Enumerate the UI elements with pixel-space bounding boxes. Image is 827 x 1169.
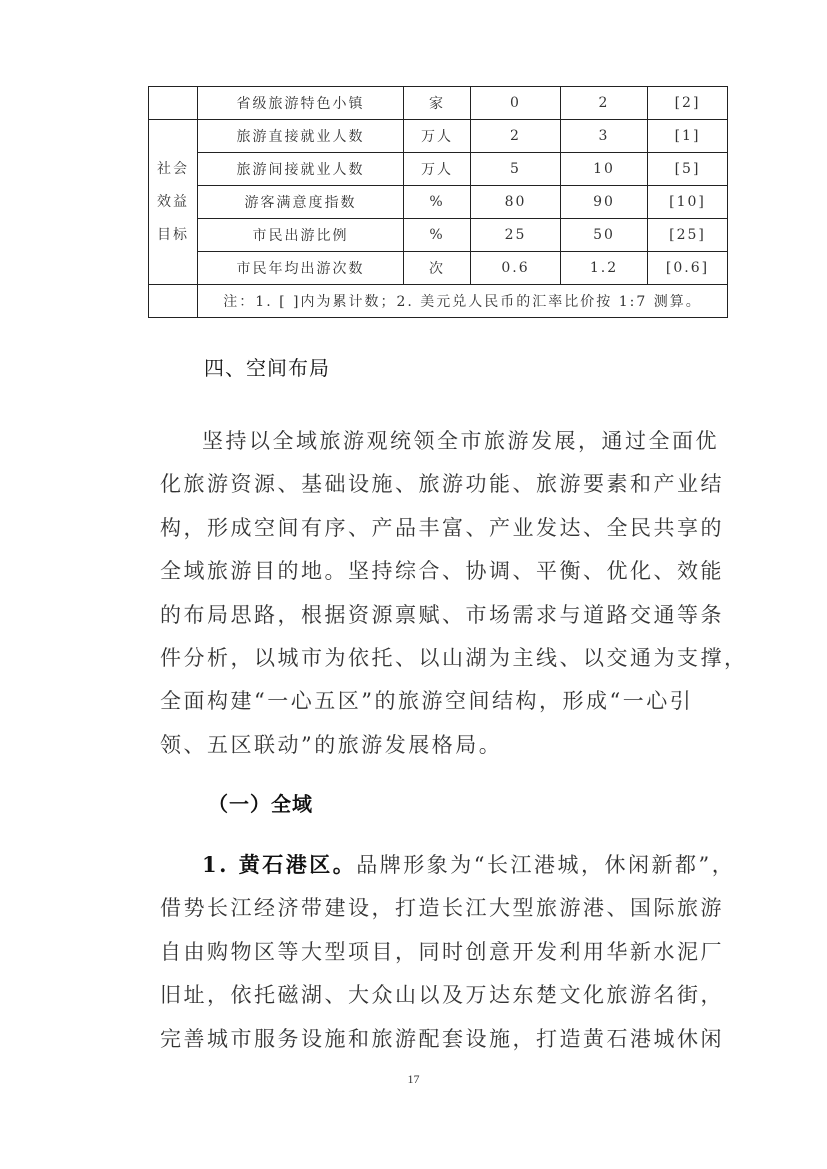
table-row — [149, 186, 728, 219]
paragraph-spatial-layout — [160, 420, 748, 767]
table-cell-increment: [25] — [648, 219, 728, 252]
table-cell-target-value: 2 — [561, 87, 648, 120]
category-line: 社会 — [157, 160, 189, 177]
table-cell-base-value: 80 — [471, 186, 561, 219]
table-cell-base-value: 0.6 — [471, 252, 561, 285]
table-cell-base-value: 25 — [471, 219, 561, 252]
paragraph-line: 坚持以全域旅游观统领全市旅游发展，通过全面优 — [202, 429, 719, 453]
table-cell-target-value: 10 — [561, 153, 648, 186]
paragraph-line: 的布局思路，根据资源禀赋、市场需求与道路交通等条 — [160, 602, 724, 627]
table-cell-unit: 万人 — [404, 153, 471, 186]
paragraph-line: 化旅游资源、基础设施、旅游功能、旅游要素和产业结 — [160, 472, 724, 497]
table-cell-category — [149, 87, 198, 120]
table-cell-indicator: 游客满意度指数 — [198, 186, 404, 219]
table-cell-increment: [10] — [648, 186, 728, 219]
table-cell-indicator: 旅游间接就业人数 — [198, 153, 404, 186]
table-row — [149, 120, 728, 153]
table-cell-indicator: 市民出游比例 — [198, 219, 404, 252]
paragraph-line: 件分析，以城市为依托、以山湖为主线、以交通为支撑， — [160, 646, 748, 671]
paragraph-line: 全面构建“一心五区”的旅游空间结构，形成“一心引 — [160, 689, 694, 714]
table-cell-target-value: 90 — [561, 186, 648, 219]
paragraph-line: 借势长江经济带建设，打造长江大型旅游港、国际旅游 — [160, 896, 724, 921]
table-cell-unit: 万人 — [404, 120, 471, 153]
section-heading: 四、空间布局 — [204, 356, 330, 380]
paragraph-huangshigang — [160, 843, 736, 1061]
table-row — [149, 219, 728, 252]
category-line: 效益 — [157, 193, 189, 210]
goals-table — [148, 86, 728, 318]
table-cell-increment: [0.6] — [648, 252, 728, 285]
table-cell-unit: % — [404, 186, 471, 219]
category-line: 目标 — [157, 226, 189, 243]
table-cell-indicator: 旅游直接就业人数 — [198, 120, 404, 153]
paragraph-line: 领、五区联动”的旅游发展格局。 — [160, 732, 503, 757]
table-cell-empty — [149, 285, 198, 318]
table-cell-indicator: 省级旅游特色小镇 — [198, 87, 404, 120]
table-cell-base-value: 0 — [471, 87, 561, 120]
paragraph-line — [160, 843, 736, 887]
table-note: 注：1. [ ]内为累计数；2. 美元兑人民币的汇率比价按 1:7 测算。 — [198, 285, 728, 318]
table-row — [149, 252, 728, 285]
paragraph-line: 构，形成空间有序、产品丰富、产业发达、全民共享的 — [160, 515, 724, 540]
paragraph-lead: 1. 黄石港区。 — [202, 852, 357, 877]
table-row — [149, 153, 728, 186]
table-cell-base-value: 2 — [471, 120, 561, 153]
paragraph-line: 全域旅游目的地。坚持综合、协调、平衡、优化、效能 — [160, 559, 724, 584]
paragraph-line: 自由购物区等大型项目，同时创意开发利用华新水泥厂 — [160, 939, 724, 964]
table-cell-unit: 家 — [404, 87, 471, 120]
paragraph-line: 完善城市服务设施和旅游配套设施，打造黄石港城休闲 — [160, 1026, 724, 1051]
table-cell-increment: [1] — [648, 120, 728, 153]
paragraph-line: 旧址，依托磁湖、大众山以及万达东楚文化旅游名街， — [160, 983, 724, 1008]
table-cell-indicator: 市民年均出游次数 — [198, 252, 404, 285]
table-cell-target-value: 3 — [561, 120, 648, 153]
table-cell-unit: 次 — [404, 252, 471, 285]
table-row — [149, 87, 728, 120]
table-cell-base-value: 5 — [471, 153, 561, 186]
table-cell-unit: % — [404, 219, 471, 252]
table-cell-increment: [5] — [648, 153, 728, 186]
table-cell-category — [149, 120, 198, 285]
page-number: 17 — [407, 1072, 420, 1086]
paragraph-line-rest: 品牌形象为“长江港城，休闲新都”， — [356, 853, 736, 877]
subsection-heading: （一）全域 — [208, 792, 313, 816]
table-cell-target-value: 50 — [561, 219, 648, 252]
table-note-row — [149, 285, 728, 318]
table-cell-increment: [2] — [648, 87, 728, 120]
table-cell-target-value: 1.2 — [561, 252, 648, 285]
